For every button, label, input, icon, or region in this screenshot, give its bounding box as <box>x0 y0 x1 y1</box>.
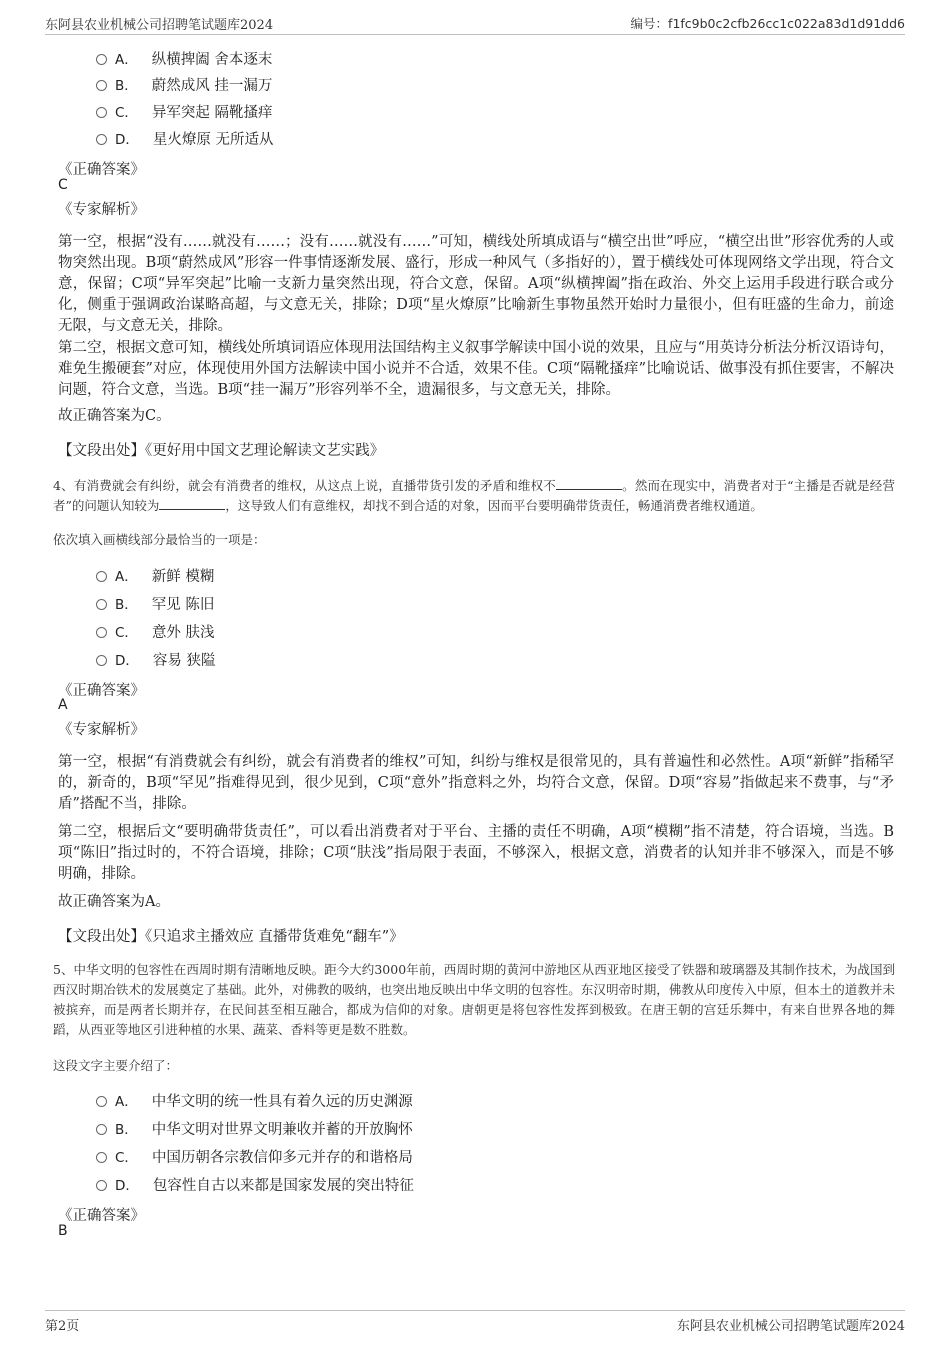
radio-icon[interactable] <box>96 571 107 582</box>
q5-option-c[interactable]: C． 中国历朝各宗教信仰多元并存的和谐格局 <box>96 1146 413 1168</box>
q3-analysis-3: 故正确答案为C。 <box>58 408 171 424</box>
q4-option-d[interactable]: D． 容易 狭隘 <box>96 649 216 671</box>
q3-option-d[interactable]: D． 星火燎原 无所适从 <box>96 128 274 150</box>
radio-icon[interactable] <box>96 1124 107 1135</box>
q5-prompt: 这段文字主要介绍了： <box>53 1058 179 1073</box>
q5-option-a[interactable]: A． 中华文明的统一性具有着久远的历史渊源 <box>96 1090 413 1112</box>
q5-answer-label: 《正确答案》 <box>58 1208 145 1224</box>
radio-icon[interactable] <box>96 627 107 638</box>
q5-question: 5、中华文明的包容性在西周时期有清晰地反映。距今大约3000年前，西周时期的黄河中游地区从西亚地区接受了铁器和玻璃器及其制作技术，为战国到西汉时期冶铁术的发展奠定了基础。此外，对佛教的吸纳，也突出地反映出中华文明的包容性。东汉明帝时期，佛教从印度传入中原，但本土的道教并未被摈弃，而是两者长期并存，在民间甚至相互融合，都成为信仰的对象。唐朝更是将包容性发挥到极致。在唐王朝的宫廷乐舞中，有来自世界各地的舞蹈，从西亚等地区引进种植的水果、蔬菜、香料等更是数不胜数。 <box>53 962 895 1037</box>
radio-icon[interactable] <box>96 655 107 666</box>
blank-line <box>556 477 622 490</box>
q3-option-c[interactable]: C． 异军突起 隔靴搔痒 <box>96 101 273 123</box>
radio-icon[interactable] <box>96 599 107 610</box>
footer-title: 东阿县农业机械公司招聘笔试题库2024 <box>676 1319 905 1334</box>
q3-option-a[interactable]: A． 纵横捭阖 舍本逐末 <box>96 48 272 70</box>
radio-icon[interactable] <box>96 54 107 65</box>
q4-analysis-3: 故正确答案为A。 <box>58 894 170 910</box>
header-title: 东阿县农业机械公司招聘笔试题库2024 <box>45 18 274 33</box>
q3-source: 【文段出处】《更好用中国文艺理论解读文艺实践》 <box>58 443 385 459</box>
radio-icon[interactable] <box>96 1096 107 1107</box>
q4-analysis-label: 《专家解析》 <box>58 722 145 738</box>
q3-answer: C <box>58 177 68 193</box>
radio-icon[interactable] <box>96 1180 107 1191</box>
q3-analysis-1: 第一空，根据“没有……就没有……；没有……就没有……”可知，横线处所填成语与“横空出世”呼应，“横空出世”形容优秀的人或物突然出现。B项“蔚然成风”形容一件事情逐渐发展、盛行，形成一种风气（多指好的），置于横线处可体现网络文学出现，符合文意，保留；C项“异军突起”比喻一支新力量突然出现，符合文意，保留。A项“纵横捭阖”指在政治、外交上运用手段进行联合或分化，侧重于强调政治谋略高超，与文意无关，排除；D项“星火燎原”比喻新生事物虽然开始时力量很小，但有旺盛的生命力，前途无限，与文意无关，排除。 <box>58 234 894 334</box>
q4-option-a[interactable]: A． 新鲜 模糊 <box>96 565 214 587</box>
radio-icon[interactable] <box>96 107 107 118</box>
q4-analysis-2: 第二空，根据后文“要明确带货责任”，可以看出消费者对于平台、主播的责任不明确，A项“模糊”指不清楚，符合语境，当选。B项“陈旧”指过时的，不符合语境，排除；C项“肤浅”指局限于表面，不够深入，根据文意，消费者的认知并非不够深入，而是不够明确，排除。 <box>58 824 894 882</box>
q3-answer-label: 《正确答案》 <box>58 162 145 178</box>
q4-source: 【文段出处】《只追求主播效应 直播带货难免“翻车”》 <box>58 929 404 945</box>
page-number: 第2页 <box>45 1319 80 1334</box>
q5-answer: B <box>58 1223 68 1239</box>
radio-icon[interactable] <box>96 1152 107 1163</box>
q5-option-d[interactable]: D． 包容性自古以来都是国家发展的突出特征 <box>96 1174 414 1196</box>
q3-option-b[interactable]: B． 蔚然成风 挂一漏万 <box>96 74 272 96</box>
radio-icon[interactable] <box>96 134 107 145</box>
q4-option-c[interactable]: C． 意外 肤浅 <box>96 621 215 643</box>
q4-prompt: 依次填入画横线部分最恰当的一项是： <box>53 532 266 547</box>
q5-option-b[interactable]: B． 中华文明对世界文明兼收并蓄的开放胸怀 <box>96 1118 413 1140</box>
blank-line <box>159 497 225 510</box>
radio-icon[interactable] <box>96 80 107 91</box>
q4-answer: A <box>58 697 68 713</box>
header-doc-id: 编号：f1fc9b0c2cfb26cc1c022a83d1d91dd6 <box>630 16 905 31</box>
q4-question: 4、有消费就会有纠纷，就会有消费者的维权，从这点上说，直播带货引发的矛盾和维权不 。然而在现实中，消费者对于“主播是否就是经营者”的问题认知较为 ，这导致人们有意维权，却找不到合适的对象，因而平台要明确带货责任，畅通消费者维权通道。 <box>53 478 895 513</box>
q4-analysis-1: 第一空，根据“有消费就会有纠纷，就会有消费者的维权”可知，纠纷与维权是很常见的，具有普遍性和必然性。A项“新鲜”指稀罕的，新奇的，B项“罕见”指难得见到，很少见到，C项“意外”指意料之外，均符合文意，保留。D项“容易”指做起来不费事，与“矛盾”搭配不当，排除。 <box>58 754 894 812</box>
q4-option-b[interactable]: B． 罕见 陈旧 <box>96 593 214 615</box>
q3-analysis-label: 《专家解析》 <box>58 202 145 218</box>
page-footer <box>45 1310 905 1335</box>
page-header <box>45 12 905 35</box>
q4-answer-label: 《正确答案》 <box>58 683 145 699</box>
q3-analysis-2: 第二空，根据文意可知，横线处所填词语应体现用法国结构主义叙事学解读中国小说的效果，且应与“用英诗分析法分析汉语诗句，难免生搬硬套”对应，体现使用外国方法解读中国小说并不合适，效果不佳。C项“隔靴搔痒”比喻说话、做事没有抓住要害，不解决问题，符合文意，当选。B项“挂一漏万”形容列举不全，遗漏很多，与文意无关，排除。 <box>58 340 894 398</box>
